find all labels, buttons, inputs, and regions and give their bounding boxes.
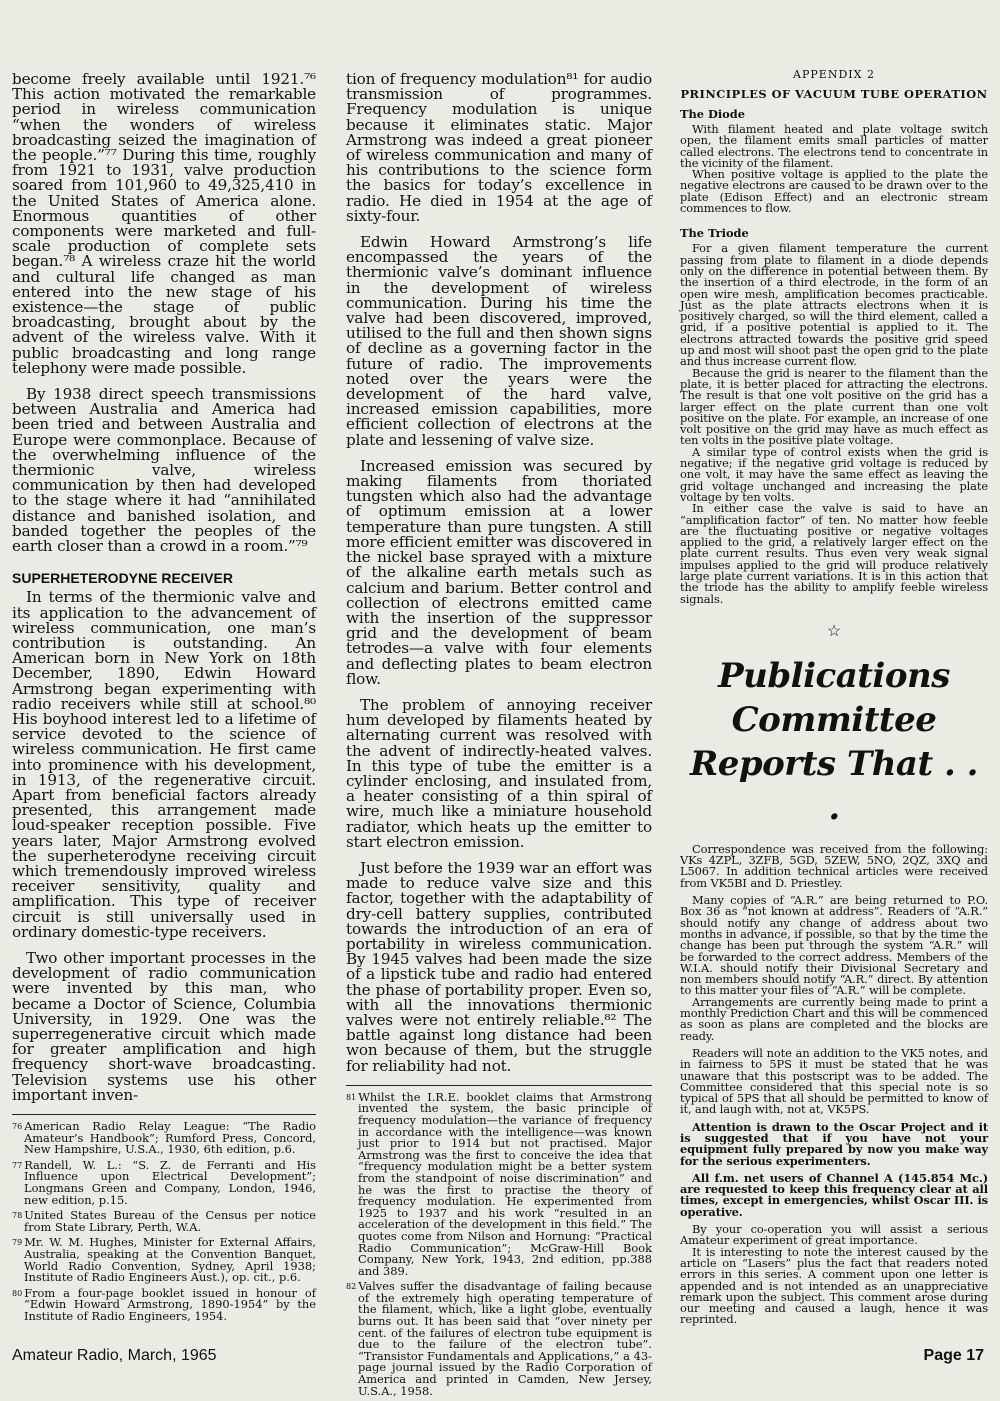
footnote-divider <box>346 1085 652 1086</box>
committee-paragraph: Readers will note an addition to the VK5 notes, and in fairness to 5PS it must be stated that he was unaware that this postscript was to be added. The Committee considered that this special note is so typical of 5PS that all should be permitted to know of it, and laugh with, not at, VK5PS. <box>680 1045 988 1117</box>
body-paragraph: become freely available until 1921.⁷⁶ This action motivated the remarkable period in wireless communication “when the wonders of wireless broadcasting seized the imagination of the people.”⁷⁷ During this time, roughly from 1921 to 1931, valve production soared from 101,960 to 49,325,410 in the United States of America alone. Enormous quantities of other components were marketed and full-scale production of complete sets began.⁷⁸ A wireless craze hit the world and cultural life changed as man entered into the new stage of his existence—the stage of public broadcasting, brought about by the advent of the wireless valve. With it public broadcasting and long range telephony were made possible. <box>12 70 316 377</box>
footnote: $^{76}$ American Radio Relay League: “The Radio Amateur’s Handbook”; Rumford Press, Concord, New Hampshire, U.S.A., 1930, 6th edition, p.6. <box>12 1119 316 1157</box>
body-paragraph: Edwin Howard Armstrong’s life encompassed the years of the thermionic valve’s dominant influence in the development of wireless communication. During his time the valve had been discovered, improved, utilised to the full and then shown signs of decline as a governing factor in the future of radio. The improvements noted over the years were the development of the hard valve, increased emission capabilities, more efficient collection of electrons at the plate and lessening of valve size. <box>346 233 652 449</box>
body-paragraph: In terms of the thermionic valve and its application to the advancement of wireless communication, one man’s contribution is outstanding. An American born in New York on 18th December, 1890, Edwin Howard Armstrong began experimenting with radio receivers while still at school.⁸⁰ His boyhood interest led to a lifetime of service devoted to the science of wireless communication. He first came into prominence with his development, in 1913, of the regenerative circuit. Apart from beneficial factors already presented, this arrangement made loud-speaker reception possible. Five years later, Major Armstrong evolved the superheterodyne receiving circuit which tremendously improved wireless receiver sensitivity, quality and amplification. This type of receiver circuit is still universally used in ordinary domestic-type receivers. <box>12 588 316 941</box>
body-paragraph: The problem of annoying receiver hum developed by filaments heated by alternating current was resolved with the advent of indirectly-heated valves. In this type of tube the emitter is a cylinder enclosing, and insulated from, a heater consisting of a thin spiral of wire, much like a miniature household radiator, which heats up the emitter to start electron emission. <box>346 695 652 851</box>
committee-paragraph: By your co-operation you will assist a serious Amateur experiment of great importance. <box>680 1222 988 1248</box>
footer-publication: Amateur Radio, March, 1965 <box>12 1347 217 1364</box>
committee-paragraph: Correspondence was received from the following: VKs 4ZPL, 3ZFB, 5GD, 5ZEW, 5NO, 2QZ, 3XQ and L5067. In addition technical articles were received from VK5BI and D. Priestley. <box>680 841 988 890</box>
column-left <box>12 72 316 1327</box>
footer-page-number: Page 17 <box>923 1347 984 1364</box>
committee-paragraph: It is interesting to note the interest caused by the article on “Lasers” plus the fact that readers noted errors in this series. A comment upon one letter is appended and is not intended as an unappreciative remark upon the subject. This comment arose during our meeting and caused a laugh, hence it was reprinted. <box>680 1244 988 1327</box>
footnote: $^{77}$ Randell, W. L.: “S. Z. de Ferranti and His Influence upon Electrical Development”; Longmans Green and Company, London, 1946, new edition, p.15. <box>12 1157 316 1207</box>
appendix-paragraph: Because the grid is nearer to the filament than the plate, it is better placed for attracting the electrons. The result is that one volt positive on the grid has a larger effect on the plate current than one volt positive on the plate. For example, an increase of one volt positive on the grid may have as much effect as ten volts in the positive plate voltage. <box>680 365 988 448</box>
footnote: $^{79}$ Mr. W. M. Hughes, Minister for External Affairs, Australia, speaking at the Convention Banquet, World Radio Convention, Sydney, April 1938; Institute of Radio Engineers Aust.), op. cit., p.6. <box>12 1235 316 1285</box>
committee-paragraph: All f.m. net users of Channel A (145.854 Mc.) are requested to keep this frequency clear at all times, except in emergencies, whilst Oscar III. is operative. <box>680 1170 988 1219</box>
subheading-triode: The Triode <box>680 226 749 241</box>
footnotes <box>12 1121 316 1323</box>
section-heading: SUPERHETERODYNE RECEIVER <box>12 570 233 587</box>
footnote: $^{81}$ Whilst the I.R.E. booklet claims that Armstrong invented the system, the basic principle of frequency modulation—the variance of frequency in accordance with the intelligence—was known just prior to 1914 but not practised. Major Armstrong was the first to conceive the idea that “frequency modulation might be a better system from the standpoint of noise discrimination” and he was the first to practise the theory of frequency modulation. He experimented from 1925 to 1937 and his work “resulted in an acceleration of the development in this field.” The quotes come from Nilson and Hornung: “Practical Radio Communication”; McGraw-Hill Book Company, New York, 1943, 2nd edition, pp.388 and 389. <box>346 1089 652 1278</box>
body-paragraph: Just before the 1939 war an effort was made to reduce valve size and this factor, together with the adaptability of dry-cell battery supplies, contributed towards the introduction of an era of portability in wireless communication. By 1945 valves had been made the size of a lipstick tube and radio had entered the phase of portability proper. Even so, with all the innovations thermionic valves were not entirely reliable.⁸² The battle against long distance had been won because of them, but the struggle for reliability had not. <box>346 858 652 1075</box>
footnote-divider <box>12 1114 316 1115</box>
appendix-title: PRINCIPLES OF VACUUM TUBE OPERATION <box>680 87 988 101</box>
publications-committee-title: Publications Committee Reports That . . . <box>689 655 979 828</box>
appendix-paragraph: For a given filament temperature the current passing from plate to filament in a diode depends only on the difference in potential between them. By the insertion of a third electrode, in the form of an open wire mesh, amplification becomes practicable. Just as the plate attracts electrons when it is positively charged, so will the third element, called a grid, if a positive potential is applied to it. The electrons attracted towards the positive grid speed up and most will shoot past the open grid to the plate and thus increase current flow. <box>680 241 988 369</box>
star-icon: ☆ <box>826 620 842 640</box>
body-paragraph: Increased emission was secured by making filaments from thoriated tungsten which also had the advantage of optimum emission at a lower temperature than pure tungsten. A still more efficient emitter was discovered in the nickel base sprayed with a mixture of the alkaline earth metals such as calcium and barium. Better control and collection of electrons emitted came with the insertion of the suppressor grid and the development of beam tetrodes—a valve with four elements and deflecting plates to beam electron flow. <box>346 456 653 688</box>
body-paragraph: Two other important processes in the development of radio communication were invented by this man, who became a Doctor of Science, Columbia University, in 1929. One was the superregenerative circuit which made for greater amplification and high frequency short-wave broadcasting. Television systems use his other important inven- <box>12 948 316 1104</box>
subheading-diode: The Diode <box>680 107 745 121</box>
footnote: $^{82}$ Valves suffer the disadvantage of failing because of the extremely high operating temperature of the filament, which, like a light globe, eventually burns out. It has been said that “over ninety per cent. of the failures of electron tube equipment is due to the failure of the electron tube”. “Transistor Fundamentals and Applications,” a 43-page journal issued by the Radio Corporation of America and printed in Camden, New Jersey, U.S.A., 1958. <box>346 1279 652 1398</box>
appendix-paragraph: When positive voltage is applied to the plate the negative electrons are caused to be drawn over to the plate (Edison Effect) and an electronic stream commences to flow. <box>680 167 988 216</box>
footnote: $^{80}$ From a four-page booklet issued in honour of “Edwin Howard Armstrong, 1890-1954” by the Institute of Radio Engineers, 1954. <box>12 1285 316 1323</box>
committee-paragraph: Many copies of “A.R.” are being returned to P.O. Box 36 as “not known at address”. Readers of “A.R.” should notify any change of address about two months in advance, if possible, so that by the time the change has been put through the system “A.R.” will be forwarded to the correct address. Members of the W.I.A. should notify their Divisional Secretary and non members should notify “A.R.” direct. By attention to this matter your files of “A.R.” will be complete. <box>680 893 988 998</box>
footnotes <box>346 1089 652 1398</box>
footnote: $^{78}$ United States Bureau of the Census per notice from State Library, Perth, W.A. <box>12 1208 316 1234</box>
appendix-label: APPENDIX 2 <box>793 68 875 81</box>
body-paragraph: tion of frequency modulation⁸¹ for audio transmission of programmes. Frequency modulation is unique because it eliminates static. Major Armstrong was indeed a great pioneer of wireless communication and many of his contributions to the science form the basics for today’s excellence in radio. He died in 1954 at the age of sixty-four. <box>346 70 652 225</box>
committee-paragraph: Arrangements are currently being made to print a monthly Prediction Chart and this will be commenced as soon as plans are completed and the blocks are ready. <box>680 994 988 1043</box>
column-middle <box>346 72 652 1401</box>
appendix-paragraph: A similar type of control exists when the grid is negative; if the negative grid voltage is reduced by one volt, it may have the same effect as leaving the grid voltage unchanged and increasing the plate voltage by ten volts. <box>680 444 988 504</box>
body-paragraph: By 1938 direct speech transmissions between Australia and America had been tried and between Australia and Europe were commonplace. Because of the overwhelming influence of the thermionic valve, wireless communication by then had developed to the stage where it had “annihilated distance and banished isolation, and banded together the peoples of the earth closer than a crowd in a room.”⁷⁹ <box>12 385 316 556</box>
appendix-paragraph: In either case the valve is said to have an “amplification factor” of ten. No matter how feeble are the fluctuating positive or negative voltages applied to the grid, a relatively larger effect on the plate current results. Thus even very weak signal impulses applied to the grid will produce relatively large plate current variations. It is in this action that the triode has the ability to amplify feeble wireless signals. <box>680 501 988 606</box>
appendix-paragraph: With filament heated and plate voltage switch open, the filament emits small particles of matter called electrons. The electrons tend to concentrate in the vicinity of the filament. <box>680 122 988 170</box>
committee-paragraph: Attention is drawn to the Oscar Project and it is suggested that if you have not your equipment fully prepared by now you make way for the serious experimenters. <box>680 1119 988 1168</box>
column-right <box>680 68 988 1326</box>
